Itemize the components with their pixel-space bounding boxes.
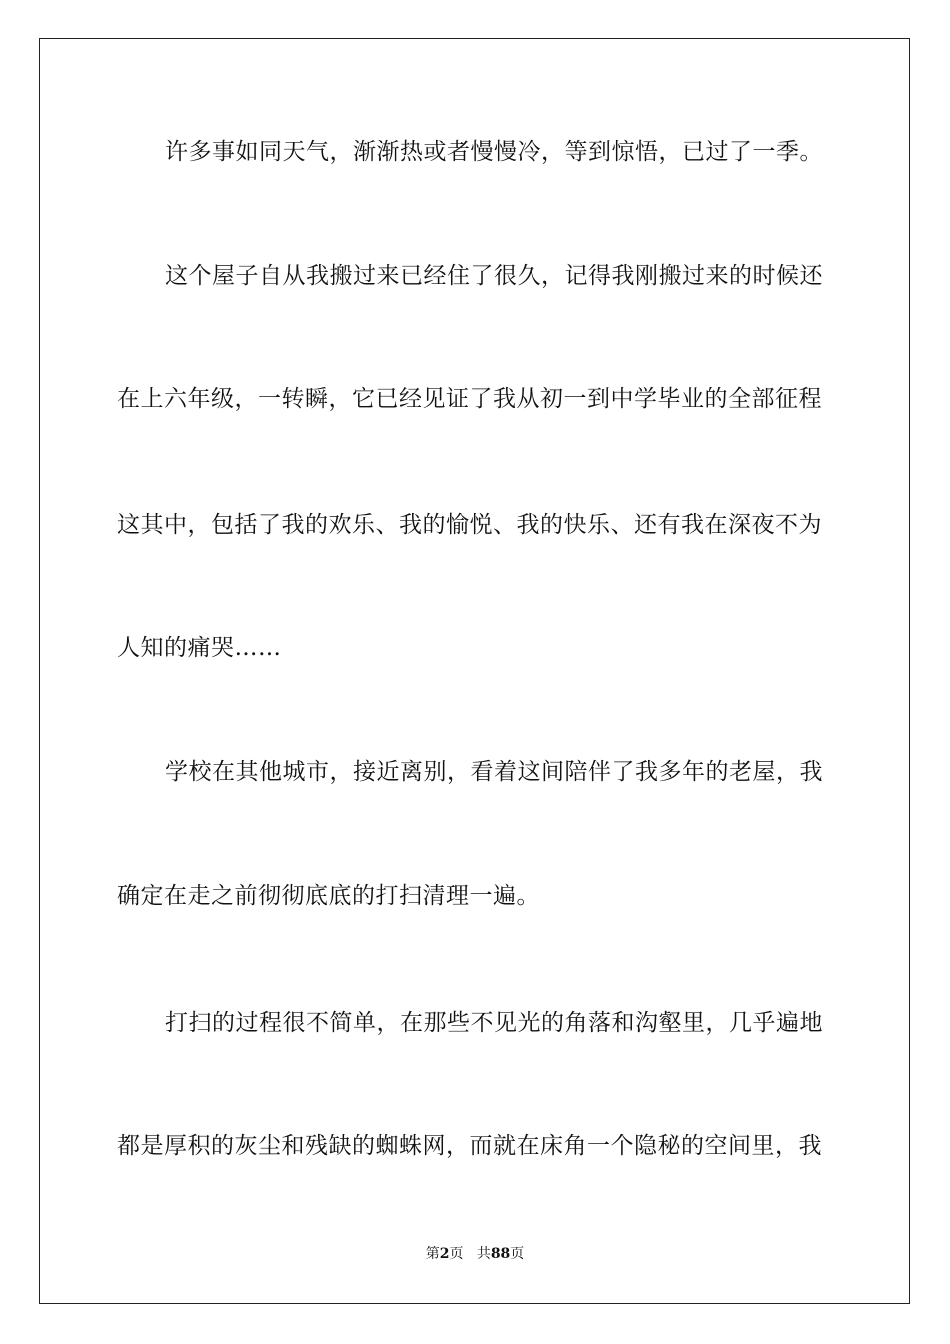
paragraph-line-6: 学校在其他城市，接近离别，看着这间陪伴了我多年的老屋，我 — [165, 759, 823, 785]
page-suffix: 页 — [449, 1246, 464, 1262]
paragraph-line-9: 都是厚积的灰尘和残缺的蜘蛛网，而就在床角一个隐秘的空间里，我 — [117, 1133, 822, 1159]
total-suffix: 页 — [510, 1246, 525, 1262]
page-number: 2 — [439, 1246, 450, 1262]
page-footer — [0, 1245, 950, 1263]
page-prefix: 第 — [425, 1246, 440, 1262]
paragraph-line-4: 这其中，包括了我的欢乐、我的愉悦、我的快乐、还有我在深夜不为 — [117, 512, 822, 538]
paragraph-line-2: 这个屋子自从我搬过来已经住了很久，记得我刚搬过来的时候还 — [165, 263, 823, 289]
total-pages: 88 — [490, 1246, 511, 1262]
total-prefix: 共 — [476, 1246, 491, 1262]
paragraph-line-5: 人知的痛哭…… — [117, 635, 282, 661]
paragraph-line-8: 打扫的过程很不简单，在那些不见光的角落和沟壑里，几乎遍地 — [165, 1010, 823, 1036]
paragraph-line-1: 许多事如同天气，渐渐热或者慢慢冷，等到惊悟，已过了一季。 — [165, 139, 823, 165]
paragraph-line-7: 确定在走之前彻彻底底的打扫清理一遍。 — [117, 883, 540, 909]
paragraph-line-3: 在上六年级，一转瞬，它已经见证了我从初一到中学毕业的全部征程 — [117, 386, 822, 412]
page-border — [39, 38, 910, 1304]
